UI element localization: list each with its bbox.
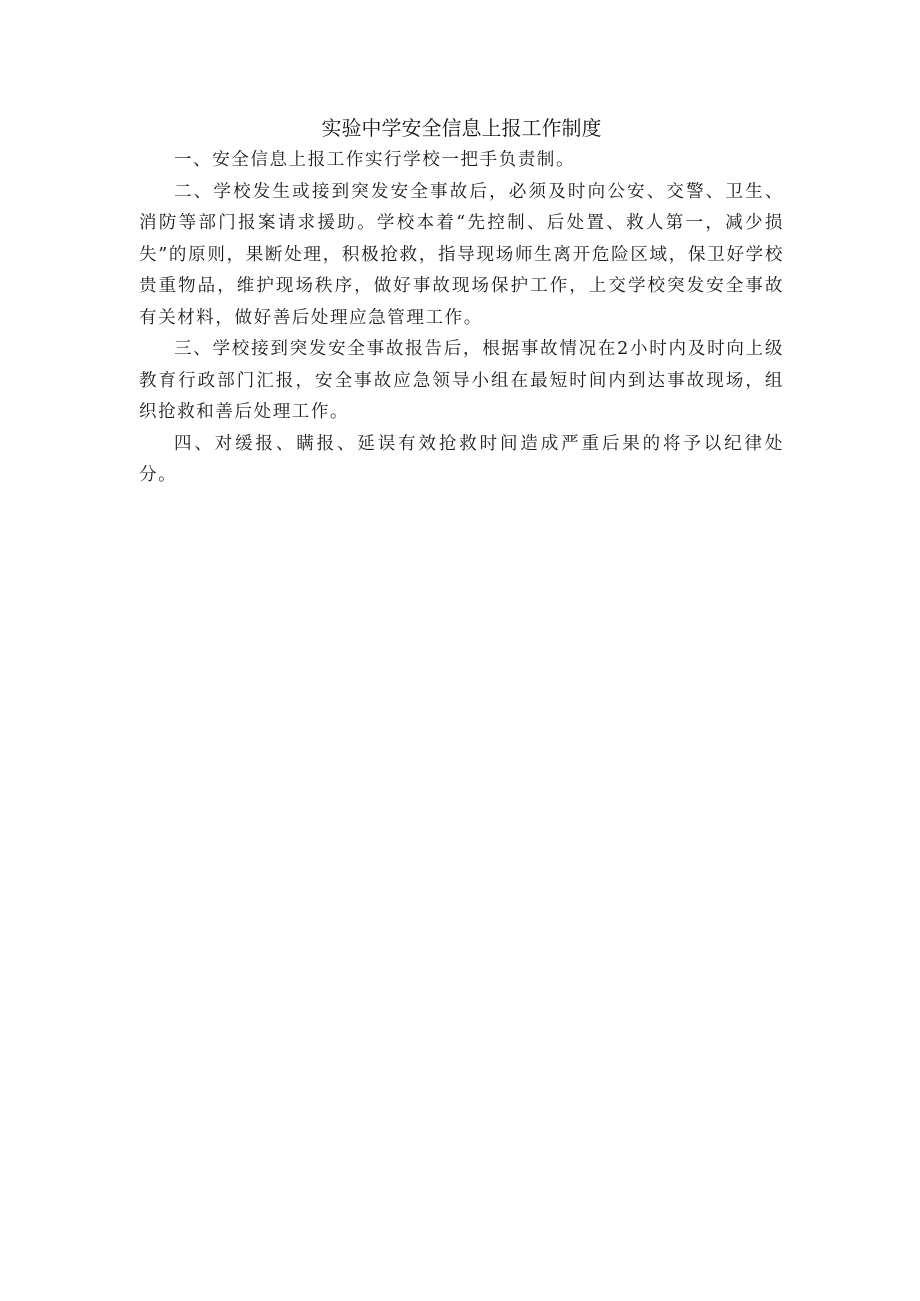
document-body [139, 113, 784, 492]
paragraph-4: 四、对缓报、瞒报、延误有效抢救时间造成严重后果的将予以纪律处分。 [139, 433, 784, 485]
paragraph-1: 一、安全信息上报工作实行学校一把手负责制。 [174, 150, 576, 170]
document-title: 实验中学安全信息上报工作制度 [321, 116, 602, 140]
paragraph-3: 三、学校接到突发安全事故报告后，根据事故情况在2小时内及时向上级教育行政部门汇报，安全事故应急领导小组在最短时间内到达事故现场，组织抢救和善后处理工作。 [139, 339, 784, 422]
paragraph-2: 二、学校发生或接到突发安全事故后，必须及时向公安、交警、卫生、消防等部门报案请求援助。学校本着“先控制、后处置、救人第一，减少损失”的原则，果断处理，积极抢救，指导现场师生离开危险区域，保卫好学校贵重物品，维护现场秩序，做好事故现场保护工作，上交学校突发安全事故有关材料，做好善后处理应急管理工作。 [139, 181, 784, 328]
